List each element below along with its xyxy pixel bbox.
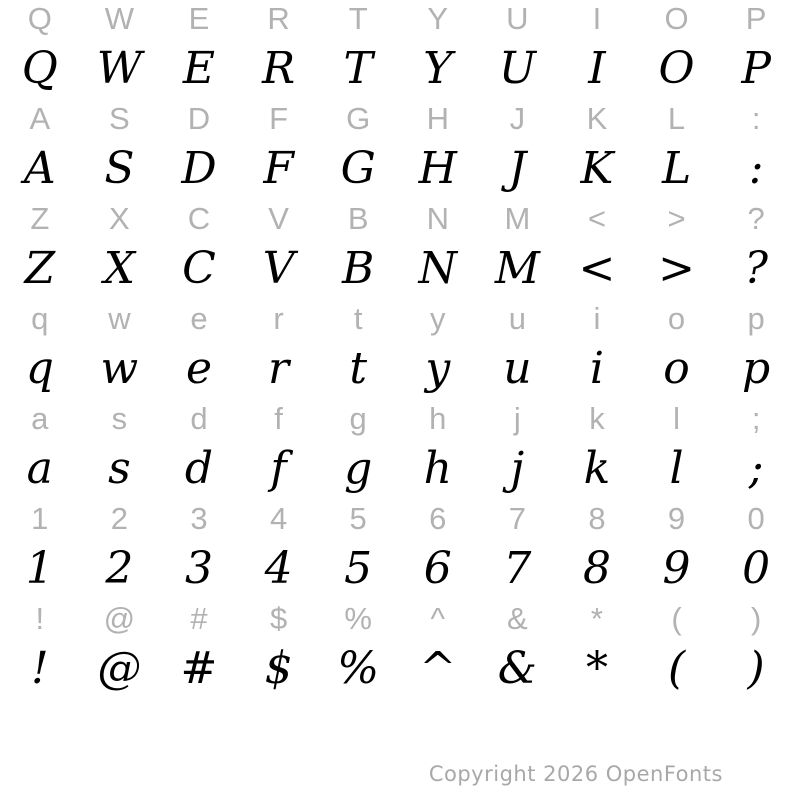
script-row-uppercase-bottom [0, 237, 796, 300]
reference-glyph: O [664, 0, 689, 36]
script-glyph: L [661, 143, 692, 194]
reference-glyph: F [269, 100, 289, 136]
script-row-lowercase-home [0, 437, 796, 500]
reference-glyph: q [31, 300, 49, 336]
reference-glyph: A [29, 100, 51, 136]
script-glyph: ( [667, 643, 686, 694]
script-glyph: h [423, 443, 452, 494]
reference-glyph: y [430, 300, 446, 336]
script-glyph: $ [264, 643, 293, 694]
script-glyph: g [344, 443, 373, 494]
reference-glyph: $ [269, 600, 288, 636]
reference-glyph: 0 [747, 500, 765, 536]
script-glyph: 6 [423, 543, 452, 594]
script-glyph: A [23, 143, 56, 194]
script-glyph: * [585, 643, 608, 694]
script-glyph: > [658, 243, 695, 294]
reference-glyph: o [667, 300, 686, 336]
reference-glyph: D [187, 100, 211, 136]
reference-glyph: a [31, 400, 49, 436]
glyph-row-pair-symbols [0, 600, 796, 700]
reference-glyph: R [267, 0, 290, 36]
script-glyph: w [100, 343, 139, 394]
reference-glyph: ( [671, 600, 682, 636]
script-glyph: & [497, 643, 537, 694]
glyph-row-pair-uppercase-bottom [0, 200, 796, 300]
reference-glyph: < [587, 200, 606, 236]
reference-glyph: i [593, 300, 601, 336]
script-glyph: P [741, 43, 771, 94]
script-glyph: ^ [419, 643, 457, 694]
reference-glyph: j [513, 400, 521, 436]
script-glyph: t [349, 343, 368, 394]
glyph-row-pair-uppercase-top [0, 0, 796, 100]
reference-glyph: S [109, 100, 130, 136]
script-glyph: M [494, 243, 540, 294]
reference-glyph: G [346, 100, 371, 136]
reference-glyph: C [187, 200, 211, 236]
reference-glyph: : [751, 100, 761, 136]
script-glyph: i [589, 343, 604, 394]
script-glyph: % [337, 643, 380, 694]
reference-glyph: V [268, 200, 289, 236]
reference-glyph: 6 [429, 500, 447, 536]
script-row-uppercase-top [0, 37, 796, 100]
reference-row-uppercase-home [0, 100, 796, 137]
reference-glyph: p [747, 300, 765, 336]
script-glyph: O [658, 43, 695, 94]
reference-glyph: H [426, 100, 449, 136]
script-glyph: B [342, 243, 375, 294]
reference-row-symbols [0, 600, 796, 637]
reference-glyph: 9 [667, 500, 686, 536]
reference-glyph: U [506, 0, 529, 36]
reference-glyph: K [586, 100, 608, 136]
reference-glyph: 3 [190, 500, 208, 536]
script-glyph: q [25, 343, 54, 394]
script-row-uppercase-home [0, 137, 796, 200]
glyph-row-pair-lowercase-home [0, 400, 796, 500]
reference-row-lowercase-top [0, 300, 796, 337]
script-glyph: U [498, 43, 536, 94]
script-glyph: F [263, 143, 294, 194]
reference-glyph: & [507, 600, 528, 636]
reference-glyph: Y [427, 0, 449, 36]
reference-glyph: f [274, 400, 283, 436]
script-glyph: k [583, 443, 611, 494]
reference-glyph: # [190, 600, 208, 636]
reference-glyph: u [508, 300, 526, 336]
script-glyph: 5 [344, 543, 373, 594]
script-glyph: s [108, 443, 131, 494]
reference-glyph: J [509, 100, 526, 136]
reference-glyph: ! [35, 600, 45, 636]
script-glyph: Q [21, 43, 58, 94]
script-glyph: 8 [582, 543, 611, 594]
reference-glyph: 4 [269, 500, 288, 536]
script-glyph: 7 [503, 543, 532, 594]
script-glyph: R [262, 43, 296, 94]
reference-glyph: l [673, 400, 680, 436]
reference-glyph: P [745, 0, 767, 36]
reference-glyph: Z [30, 200, 50, 236]
reference-glyph: r [273, 300, 284, 336]
script-glyph: 0 [742, 543, 771, 594]
script-glyph: p [742, 343, 771, 394]
reference-glyph: w [108, 300, 131, 336]
script-glyph: Z [24, 243, 56, 294]
reference-row-uppercase-top [0, 0, 796, 37]
script-glyph: ; [748, 443, 764, 494]
script-glyph: < [578, 243, 616, 294]
glyph-row-pair-digits [0, 500, 796, 600]
reference-glyph: E [188, 0, 210, 36]
script-glyph: E [182, 43, 216, 94]
script-row-digits [0, 537, 796, 600]
script-glyph: I [588, 43, 606, 94]
reference-glyph: t [353, 300, 363, 336]
script-glyph: G [340, 143, 376, 194]
script-glyph: @ [97, 643, 142, 694]
script-glyph: 9 [662, 543, 691, 594]
script-glyph: V [262, 243, 295, 294]
reference-glyph: 2 [110, 500, 129, 536]
reference-glyph: s [111, 400, 128, 436]
reference-glyph: M [504, 200, 531, 236]
script-glyph: T [343, 43, 373, 94]
reference-glyph: X [109, 200, 130, 236]
reference-glyph: h [429, 400, 447, 436]
script-glyph: a [26, 443, 53, 494]
reference-glyph: > [667, 200, 686, 236]
script-glyph: e [185, 343, 212, 394]
script-glyph: f [270, 443, 287, 494]
reference-glyph: k [589, 400, 605, 436]
script-glyph: o [663, 343, 690, 394]
reference-glyph: 8 [588, 500, 606, 536]
script-glyph: 4 [264, 543, 293, 594]
script-glyph: r [268, 343, 290, 394]
script-glyph: C [182, 243, 216, 294]
script-glyph: N [418, 243, 458, 294]
reference-glyph: 5 [349, 500, 367, 536]
script-glyph: 3 [184, 543, 213, 594]
script-glyph: # [180, 643, 218, 694]
reference-glyph: N [426, 200, 449, 236]
script-glyph: K [580, 143, 614, 194]
reference-glyph: @ [103, 600, 136, 636]
reference-glyph: ) [750, 600, 762, 636]
script-glyph: ! [30, 643, 49, 694]
script-row-symbols [0, 637, 796, 700]
reference-glyph: ^ [430, 600, 446, 636]
reference-glyph: g [349, 400, 367, 436]
script-glyph: l [669, 443, 684, 494]
script-glyph: S [104, 143, 135, 194]
script-glyph: y [425, 343, 451, 394]
copyright-text: Copyright 2026 OpenFonts [428, 762, 723, 786]
script-glyph: u [503, 343, 532, 394]
script-glyph: D [181, 143, 217, 194]
reference-glyph: W [104, 0, 135, 36]
reference-glyph: T [348, 0, 368, 36]
reference-glyph: d [190, 400, 208, 436]
reference-glyph: 7 [508, 500, 526, 536]
reference-glyph: % [344, 600, 372, 636]
script-glyph: H [418, 143, 457, 194]
script-glyph: : [748, 143, 764, 194]
reference-glyph: I [592, 0, 602, 36]
script-glyph: j [510, 443, 525, 494]
reference-glyph: ? [747, 200, 765, 236]
script-glyph: d [184, 443, 214, 494]
reference-row-lowercase-home [0, 400, 796, 437]
reference-glyph: B [347, 200, 369, 236]
reference-glyph: e [190, 300, 208, 336]
reference-row-uppercase-bottom [0, 200, 796, 237]
script-glyph: 1 [25, 543, 54, 594]
script-glyph: ? [744, 243, 768, 294]
script-glyph: Y [423, 43, 453, 94]
reference-glyph: Q [27, 0, 52, 36]
script-glyph: X [103, 243, 136, 294]
reference-glyph: L [667, 100, 686, 136]
reference-glyph: * [590, 600, 603, 636]
script-glyph: W [96, 43, 142, 94]
script-glyph: ) [747, 643, 765, 694]
glyph-row-pair-uppercase-home [0, 100, 796, 200]
script-row-lowercase-top [0, 337, 796, 400]
reference-glyph: ; [751, 400, 761, 436]
reference-glyph: 1 [31, 500, 49, 536]
glyph-row-pair-lowercase-top [0, 300, 796, 400]
script-glyph: 2 [105, 543, 134, 594]
reference-row-digits [0, 500, 796, 537]
script-glyph: J [508, 143, 527, 194]
